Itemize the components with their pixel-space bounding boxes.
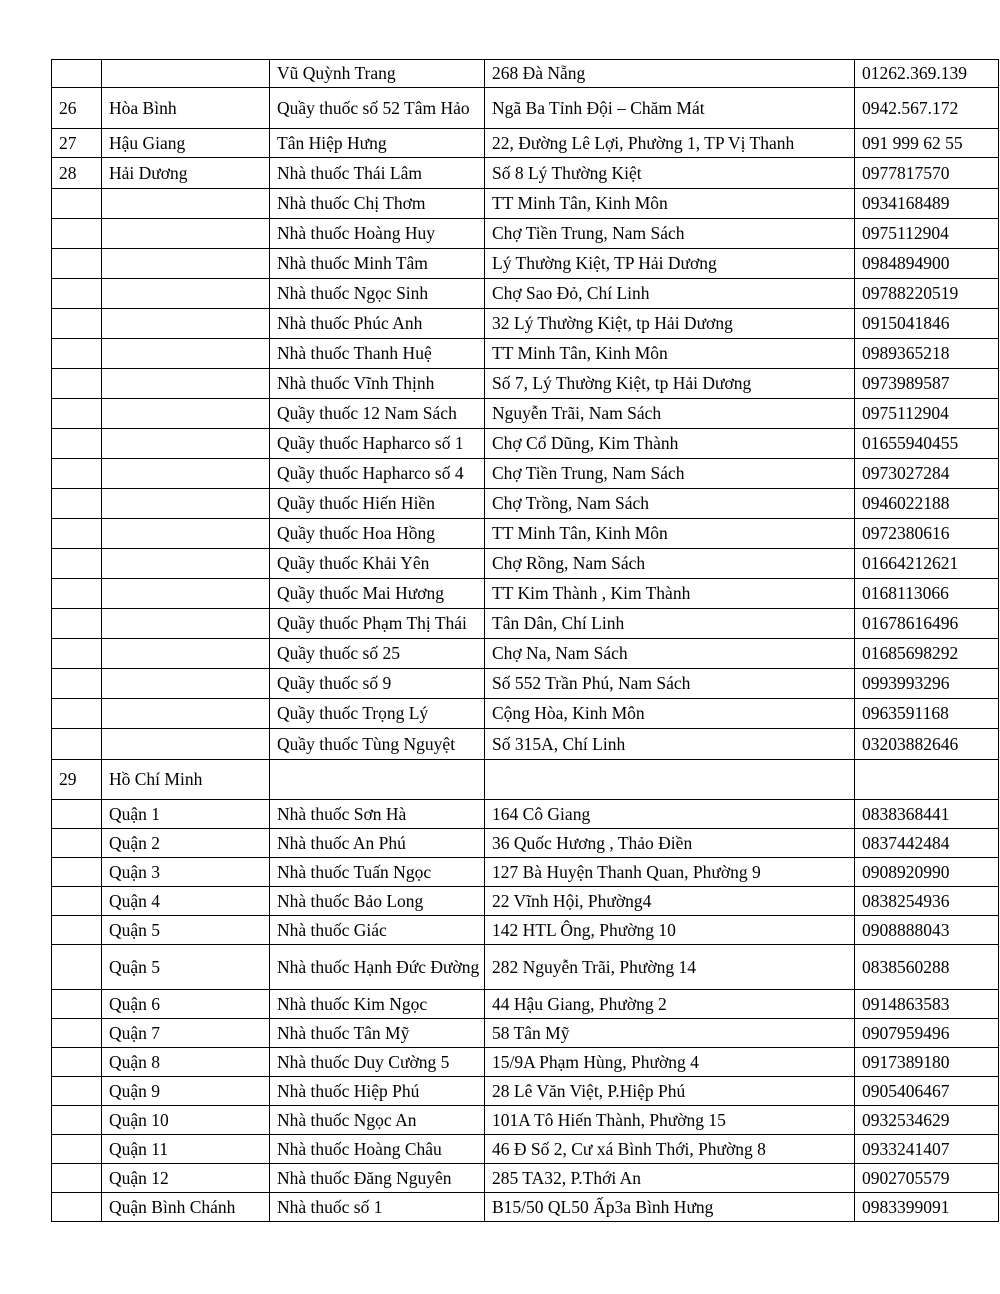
table-row — [52, 158, 999, 189]
table-row — [52, 88, 999, 129]
row-number-cell — [52, 249, 102, 279]
phone-cell: 0838368441 — [855, 800, 999, 829]
table-row — [52, 639, 999, 669]
row-number-cell — [52, 459, 102, 489]
phone-cell: 0983399091 — [855, 1193, 999, 1222]
pharmacy-name-cell: Quầy thuốc Hoa Hồng — [270, 519, 485, 549]
row-number-cell — [52, 1135, 102, 1164]
phone-cell: 0908920990 — [855, 858, 999, 887]
table-row — [52, 429, 999, 459]
pharmacy-name-cell: Quầy thuốc Hapharco số 1 — [270, 429, 485, 459]
row-number-cell — [52, 399, 102, 429]
address-cell: 22, Đường Lê Lợi, Phường 1, TP Vị Thanh — [485, 129, 855, 158]
area-cell — [102, 669, 270, 699]
table-row — [52, 60, 999, 88]
area-cell: Quận 4 — [102, 887, 270, 916]
table-row — [52, 519, 999, 549]
area-cell: Quận 2 — [102, 829, 270, 858]
phone-cell: 0942.567.172 — [855, 88, 999, 129]
pharmacy-name-cell: Quầy thuốc Khải Yên — [270, 549, 485, 579]
area-cell — [102, 459, 270, 489]
table-row — [52, 549, 999, 579]
area-cell — [102, 189, 270, 219]
area-cell — [102, 279, 270, 309]
area-cell — [102, 699, 270, 729]
area-cell: Quận 5 — [102, 916, 270, 945]
area-cell: Quận 8 — [102, 1048, 270, 1077]
pharmacy-name-cell: Quầy thuốc 12 Nam Sách — [270, 399, 485, 429]
table-row — [52, 129, 999, 158]
row-number-cell — [52, 189, 102, 219]
address-cell: Nguyễn Trãi, Nam Sách — [485, 399, 855, 429]
address-cell: TT Minh Tân, Kinh Môn — [485, 189, 855, 219]
table-row — [52, 858, 999, 887]
phone-cell: 0837442484 — [855, 829, 999, 858]
address-cell: Chợ Tiền Trung, Nam Sách — [485, 459, 855, 489]
address-cell: Số 7, Lý Thường Kiệt, tp Hải Dương — [485, 369, 855, 399]
pharmacy-name-cell: Nhà thuốc Bảo Long — [270, 887, 485, 916]
pharmacy-name-cell: Nhà thuốc An Phú — [270, 829, 485, 858]
phone-cell: 0984894900 — [855, 249, 999, 279]
pharmacy-name-cell: Quầy thuốc Mai Hương — [270, 579, 485, 609]
phone-cell: 01678616496 — [855, 609, 999, 639]
pharmacy-name-cell: Nhà thuốc Hoàng Châu — [270, 1135, 485, 1164]
address-cell: 285 TA32, P.Thới An — [485, 1164, 855, 1193]
phone-cell: 0907959496 — [855, 1019, 999, 1048]
table-row — [52, 1048, 999, 1077]
row-number-cell: 27 — [52, 129, 102, 158]
area-cell — [102, 609, 270, 639]
phone-cell: 0989365218 — [855, 339, 999, 369]
phone-cell: 01685698292 — [855, 639, 999, 669]
pharmacy-name-cell: Quầy thuốc Tùng Nguyệt — [270, 729, 485, 760]
phone-cell: 01664212621 — [855, 549, 999, 579]
table-row — [52, 887, 999, 916]
address-cell: Lý Thường Kiệt, TP Hải Dương — [485, 249, 855, 279]
area-cell: Hòa Bình — [102, 88, 270, 129]
row-number-cell — [52, 829, 102, 858]
phone-cell: 09788220519 — [855, 279, 999, 309]
table-row — [52, 1019, 999, 1048]
address-cell: 142 HTL Ông, Phường 10 — [485, 916, 855, 945]
phone-cell: 0168113066 — [855, 579, 999, 609]
address-cell: TT Kim Thành , Kim Thành — [485, 579, 855, 609]
address-cell: Số 315A, Chí Linh — [485, 729, 855, 760]
row-number-cell — [52, 279, 102, 309]
pharmacy-name-cell: Nhà thuốc Hoàng Huy — [270, 219, 485, 249]
table-row — [52, 1106, 999, 1135]
area-cell — [102, 399, 270, 429]
table-row — [52, 489, 999, 519]
row-number-cell — [52, 945, 102, 990]
phone-cell: 0973989587 — [855, 369, 999, 399]
table-row — [52, 399, 999, 429]
row-number-cell — [52, 1106, 102, 1135]
row-number-cell — [52, 549, 102, 579]
area-cell: Quận Bình Chánh — [102, 1193, 270, 1222]
pharmacy-name-cell: Nhà thuốc Tuấn Ngọc — [270, 858, 485, 887]
area-cell — [102, 309, 270, 339]
table-row — [52, 1193, 999, 1222]
row-number-cell — [52, 1019, 102, 1048]
phone-cell — [855, 760, 999, 800]
pharmacy-name-cell: Quầy thuốc Trọng Lý — [270, 699, 485, 729]
area-cell — [102, 489, 270, 519]
area-cell: Quận 6 — [102, 990, 270, 1019]
table-row — [52, 669, 999, 699]
phone-cell: 0908888043 — [855, 916, 999, 945]
row-number-cell — [52, 729, 102, 760]
address-cell: 36 Quốc Hương , Thảo Điền — [485, 829, 855, 858]
row-number-cell: 28 — [52, 158, 102, 189]
row-number-cell — [52, 699, 102, 729]
pharmacy-name-cell: Nhà thuốc Sơn Hà — [270, 800, 485, 829]
pharmacy-name-cell — [270, 760, 485, 800]
row-number-cell: 26 — [52, 88, 102, 129]
address-cell: 268 Đà Nẵng — [485, 60, 855, 88]
phone-cell: 0902705579 — [855, 1164, 999, 1193]
table-row — [52, 249, 999, 279]
pharmacy-name-cell: Nhà thuốc Duy Cường 5 — [270, 1048, 485, 1077]
phone-cell: 0838254936 — [855, 887, 999, 916]
row-number-cell — [52, 1193, 102, 1222]
address-cell: 164 Cô Giang — [485, 800, 855, 829]
phone-cell: 0917389180 — [855, 1048, 999, 1077]
pharmacy-name-cell: Nhà thuốc số 1 — [270, 1193, 485, 1222]
table-row — [52, 990, 999, 1019]
area-cell — [102, 729, 270, 760]
row-number-cell — [52, 990, 102, 1019]
table-row — [52, 1077, 999, 1106]
pharmacy-table-body — [52, 60, 999, 1222]
table-row — [52, 189, 999, 219]
pharmacy-name-cell: Quầy thuốc số 9 — [270, 669, 485, 699]
phone-cell: 0975112904 — [855, 219, 999, 249]
table-row — [52, 369, 999, 399]
pharmacy-name-cell: Nhà thuốc Minh Tâm — [270, 249, 485, 279]
phone-cell: 0963591168 — [855, 699, 999, 729]
area-cell — [102, 639, 270, 669]
phone-cell: 091 999 62 55 — [855, 129, 999, 158]
address-cell: Tân Dân, Chí Linh — [485, 609, 855, 639]
area-cell: Quận 7 — [102, 1019, 270, 1048]
address-cell: 127 Bà Huyện Thanh Quan, Phường 9 — [485, 858, 855, 887]
row-number-cell — [52, 579, 102, 609]
phone-cell: 0914863583 — [855, 990, 999, 1019]
area-cell — [102, 519, 270, 549]
pharmacy-name-cell: Nhà thuốc Hạnh Đức Đường — [270, 945, 485, 990]
row-number-cell — [52, 309, 102, 339]
pharmacy-name-cell: Nhà thuốc Vĩnh Thịnh — [270, 369, 485, 399]
address-cell: 46 Đ Số 2, Cư xá Bình Thới, Phường 8 — [485, 1135, 855, 1164]
address-cell: Chợ Na, Nam Sách — [485, 639, 855, 669]
table-row — [52, 800, 999, 829]
table-row — [52, 339, 999, 369]
phone-cell: 0934168489 — [855, 189, 999, 219]
table-row — [52, 579, 999, 609]
table-row — [52, 219, 999, 249]
phone-cell: 0946022188 — [855, 489, 999, 519]
area-cell: Quận 5 — [102, 945, 270, 990]
phone-cell: 0977817570 — [855, 158, 999, 189]
pharmacy-name-cell: Nhà thuốc Giác — [270, 916, 485, 945]
table-row — [52, 699, 999, 729]
table-row — [52, 945, 999, 990]
address-cell: Số 8 Lý Thường Kiệt — [485, 158, 855, 189]
pharmacy-name-cell: Nhà thuốc Chị Thơm — [270, 189, 485, 219]
address-cell: TT Minh Tân, Kinh Môn — [485, 519, 855, 549]
table-row — [52, 459, 999, 489]
phone-cell: 0905406467 — [855, 1077, 999, 1106]
address-cell: 28 Lê Văn Việt, P.Hiệp Phú — [485, 1077, 855, 1106]
pharmacy-name-cell: Quầy thuốc Hapharco số 4 — [270, 459, 485, 489]
phone-cell: 01262.369.139 — [855, 60, 999, 88]
address-cell: Chợ Rồng, Nam Sách — [485, 549, 855, 579]
area-cell — [102, 579, 270, 609]
address-cell — [485, 760, 855, 800]
pharmacy-name-cell: Quầy thuốc số 25 — [270, 639, 485, 669]
address-cell: Cộng Hòa, Kinh Môn — [485, 699, 855, 729]
pharmacy-name-cell: Nhà thuốc Hiệp Phú — [270, 1077, 485, 1106]
address-cell: Số 552 Trần Phú, Nam Sách — [485, 669, 855, 699]
address-cell: Chợ Trồng, Nam Sách — [485, 489, 855, 519]
phone-cell: 03203882646 — [855, 729, 999, 760]
pharmacy-name-cell: Nhà thuốc Phúc Anh — [270, 309, 485, 339]
row-number-cell — [52, 519, 102, 549]
address-cell: Ngã Ba Tỉnh Đội – Chăm Mát — [485, 88, 855, 129]
area-cell — [102, 60, 270, 88]
pharmacy-name-cell: Nhà thuốc Ngọc An — [270, 1106, 485, 1135]
area-cell: Quận 11 — [102, 1135, 270, 1164]
area-cell — [102, 339, 270, 369]
table-row — [52, 760, 999, 800]
row-number-cell — [52, 429, 102, 459]
area-cell: Hải Dương — [102, 158, 270, 189]
address-cell: 101A Tô Hiến Thành, Phường 15 — [485, 1106, 855, 1135]
table-row — [52, 1135, 999, 1164]
area-cell: Hậu Giang — [102, 129, 270, 158]
row-number-cell — [52, 800, 102, 829]
row-number-cell — [52, 369, 102, 399]
phone-cell: 0972380616 — [855, 519, 999, 549]
pharmacy-name-cell: Tân Hiệp Hưng — [270, 129, 485, 158]
address-cell: Chợ Tiền Trung, Nam Sách — [485, 219, 855, 249]
pharmacy-table — [51, 59, 999, 1222]
row-number-cell — [52, 887, 102, 916]
row-number-cell — [52, 669, 102, 699]
pharmacy-name-cell: Quầy thuốc số 52 Tâm Hảo — [270, 88, 485, 129]
table-row — [52, 309, 999, 339]
table-row — [52, 729, 999, 760]
pharmacy-name-cell: Quầy thuốc Phạm Thị Thái — [270, 609, 485, 639]
address-cell: Chợ Sao Đỏ, Chí Linh — [485, 279, 855, 309]
area-cell: Quận 1 — [102, 800, 270, 829]
address-cell: 58 Tân Mỹ — [485, 1019, 855, 1048]
address-cell: 15/9A Phạm Hùng, Phường 4 — [485, 1048, 855, 1077]
table-row — [52, 829, 999, 858]
table-row — [52, 609, 999, 639]
phone-cell: 0973027284 — [855, 459, 999, 489]
row-number-cell — [52, 1048, 102, 1077]
row-number-cell — [52, 489, 102, 519]
pharmacy-name-cell: Nhà thuốc Đăng Nguyên — [270, 1164, 485, 1193]
phone-cell: 0933241407 — [855, 1135, 999, 1164]
area-cell — [102, 369, 270, 399]
area-cell: Quận 10 — [102, 1106, 270, 1135]
area-cell: Hồ Chí Minh — [102, 760, 270, 800]
phone-cell: 0975112904 — [855, 399, 999, 429]
address-cell: TT Minh Tân, Kinh Môn — [485, 339, 855, 369]
address-cell: 22 Vĩnh Hội, Phường4 — [485, 887, 855, 916]
area-cell: Quận 3 — [102, 858, 270, 887]
pharmacy-name-cell: Nhà thuốc Tân Mỹ — [270, 1019, 485, 1048]
pharmacy-name-cell: Nhà thuốc Thái Lâm — [270, 158, 485, 189]
pharmacy-name-cell: Nhà thuốc Ngọc Sinh — [270, 279, 485, 309]
pharmacy-name-cell: Nhà thuốc Kim Ngọc — [270, 990, 485, 1019]
table-row — [52, 279, 999, 309]
row-number-cell — [52, 339, 102, 369]
row-number-cell — [52, 858, 102, 887]
row-number-cell — [52, 1164, 102, 1193]
area-cell — [102, 219, 270, 249]
phone-cell: 0932534629 — [855, 1106, 999, 1135]
area-cell: Quận 9 — [102, 1077, 270, 1106]
row-number-cell: 29 — [52, 760, 102, 800]
phone-cell: 0915041846 — [855, 309, 999, 339]
pharmacy-name-cell: Nhà thuốc Thanh Huệ — [270, 339, 485, 369]
row-number-cell — [52, 1077, 102, 1106]
phone-cell: 01655940455 — [855, 429, 999, 459]
address-cell: 44 Hậu Giang, Phường 2 — [485, 990, 855, 1019]
area-cell — [102, 429, 270, 459]
address-cell: Chợ Cổ Dũng, Kim Thành — [485, 429, 855, 459]
area-cell: Quận 12 — [102, 1164, 270, 1193]
address-cell: 282 Nguyễn Trãi, Phường 14 — [485, 945, 855, 990]
row-number-cell — [52, 916, 102, 945]
row-number-cell — [52, 60, 102, 88]
row-number-cell — [52, 639, 102, 669]
table-row — [52, 916, 999, 945]
table-row — [52, 1164, 999, 1193]
address-cell: 32 Lý Thường Kiệt, tp Hải Dương — [485, 309, 855, 339]
pharmacy-name-cell: Vũ Quỳnh Trang — [270, 60, 485, 88]
row-number-cell — [52, 219, 102, 249]
phone-cell: 0838560288 — [855, 945, 999, 990]
area-cell — [102, 549, 270, 579]
phone-cell: 0993993296 — [855, 669, 999, 699]
area-cell — [102, 249, 270, 279]
row-number-cell — [52, 609, 102, 639]
pharmacy-name-cell: Quầy thuốc Hiến Hiền — [270, 489, 485, 519]
address-cell: B15/50 QL50 Ấp3a Bình Hưng — [485, 1193, 855, 1222]
